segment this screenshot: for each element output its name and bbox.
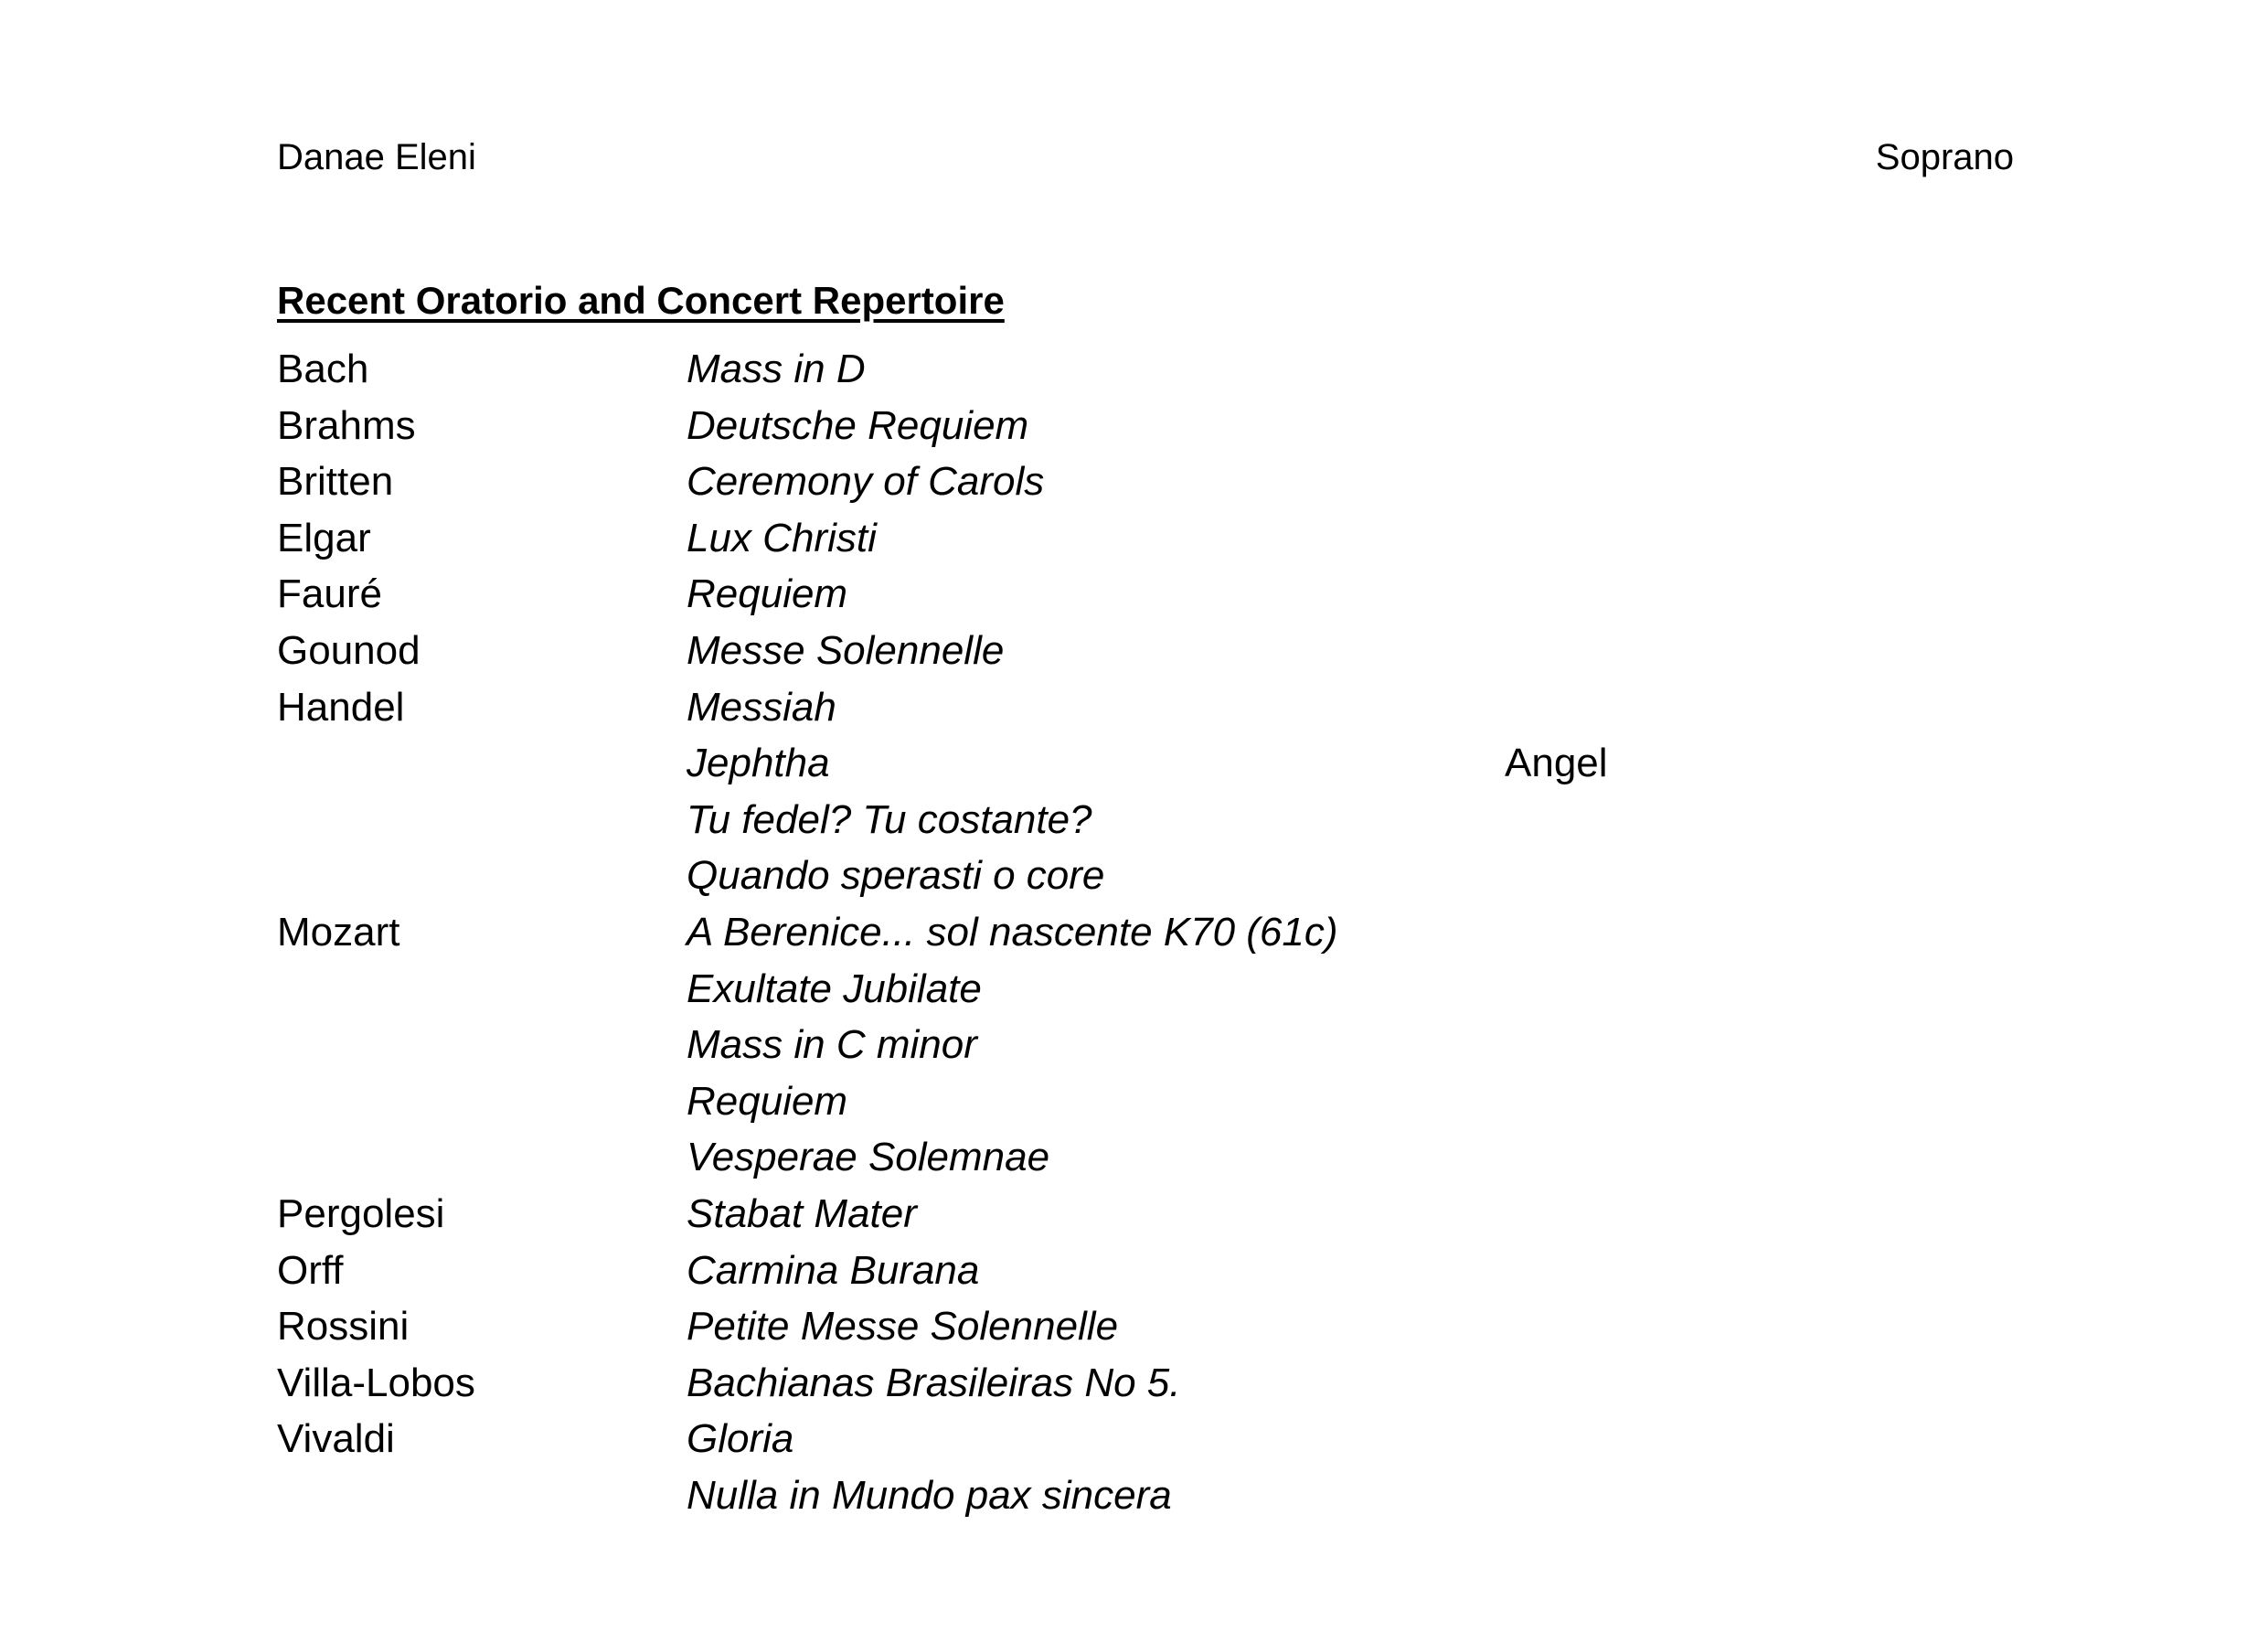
composer-name: Vivaldi xyxy=(277,1416,395,1462)
composer-name: Mozart xyxy=(277,909,400,955)
work-title: Requiem xyxy=(687,1078,848,1124)
work-title: Ceremony of Carols xyxy=(687,459,1045,505)
work-title: Requiem xyxy=(687,571,848,617)
composer-name: Orff xyxy=(277,1247,344,1293)
composer-name: Pergolesi xyxy=(277,1190,445,1236)
work-title: Quando sperasti o core xyxy=(687,853,1105,899)
composer-name: Bach xyxy=(277,347,369,391)
section-title: Recent Oratorio and Concert Repertoire xyxy=(277,279,1005,322)
work-title: A Berenice... sol nascente K70 (61c) xyxy=(687,909,1338,955)
work-title: Vesperae Solemnae xyxy=(687,1135,1050,1180)
work-title: Petite Messe Solennelle xyxy=(687,1304,1119,1350)
work-title: Jephtha xyxy=(687,741,830,786)
work-title: Mass in C minor xyxy=(687,1022,977,1068)
role-name: Angel xyxy=(1505,741,1608,786)
composer-name: Fauré xyxy=(277,571,382,617)
work-title: Bachianas Brasileiras No 5. xyxy=(687,1360,1181,1405)
work-title: Nulla in Mundo pax sincera xyxy=(687,1472,1172,1518)
composer-name: Handel xyxy=(277,684,405,730)
composer-name: Villa-Lobos xyxy=(277,1360,475,1405)
composer-name: Brahms xyxy=(277,402,416,448)
work-title: Gloria xyxy=(687,1416,794,1462)
work-title: Carmina Burana xyxy=(687,1247,980,1293)
composer-name: Rossini xyxy=(277,1304,410,1350)
performer-name: Danae Eleni xyxy=(277,137,476,177)
voice-type: Soprano xyxy=(1875,137,2014,177)
composer-name: Britten xyxy=(277,459,394,505)
work-title: Deutsche Requiem xyxy=(687,402,1029,448)
work-title: Stabat Mater xyxy=(687,1190,917,1236)
work-title: Exultate Jubilate xyxy=(687,966,982,1011)
composer-name: Gounod xyxy=(277,627,421,673)
work-title: Messe Solennelle xyxy=(687,627,1005,673)
composer-name: Elgar xyxy=(277,515,371,560)
work-title: Tu fedel? Tu costante? xyxy=(687,796,1092,842)
work-title: Messiah xyxy=(687,684,836,730)
work-title: Mass in D xyxy=(687,347,866,391)
work-title: Lux Christi xyxy=(687,515,877,560)
